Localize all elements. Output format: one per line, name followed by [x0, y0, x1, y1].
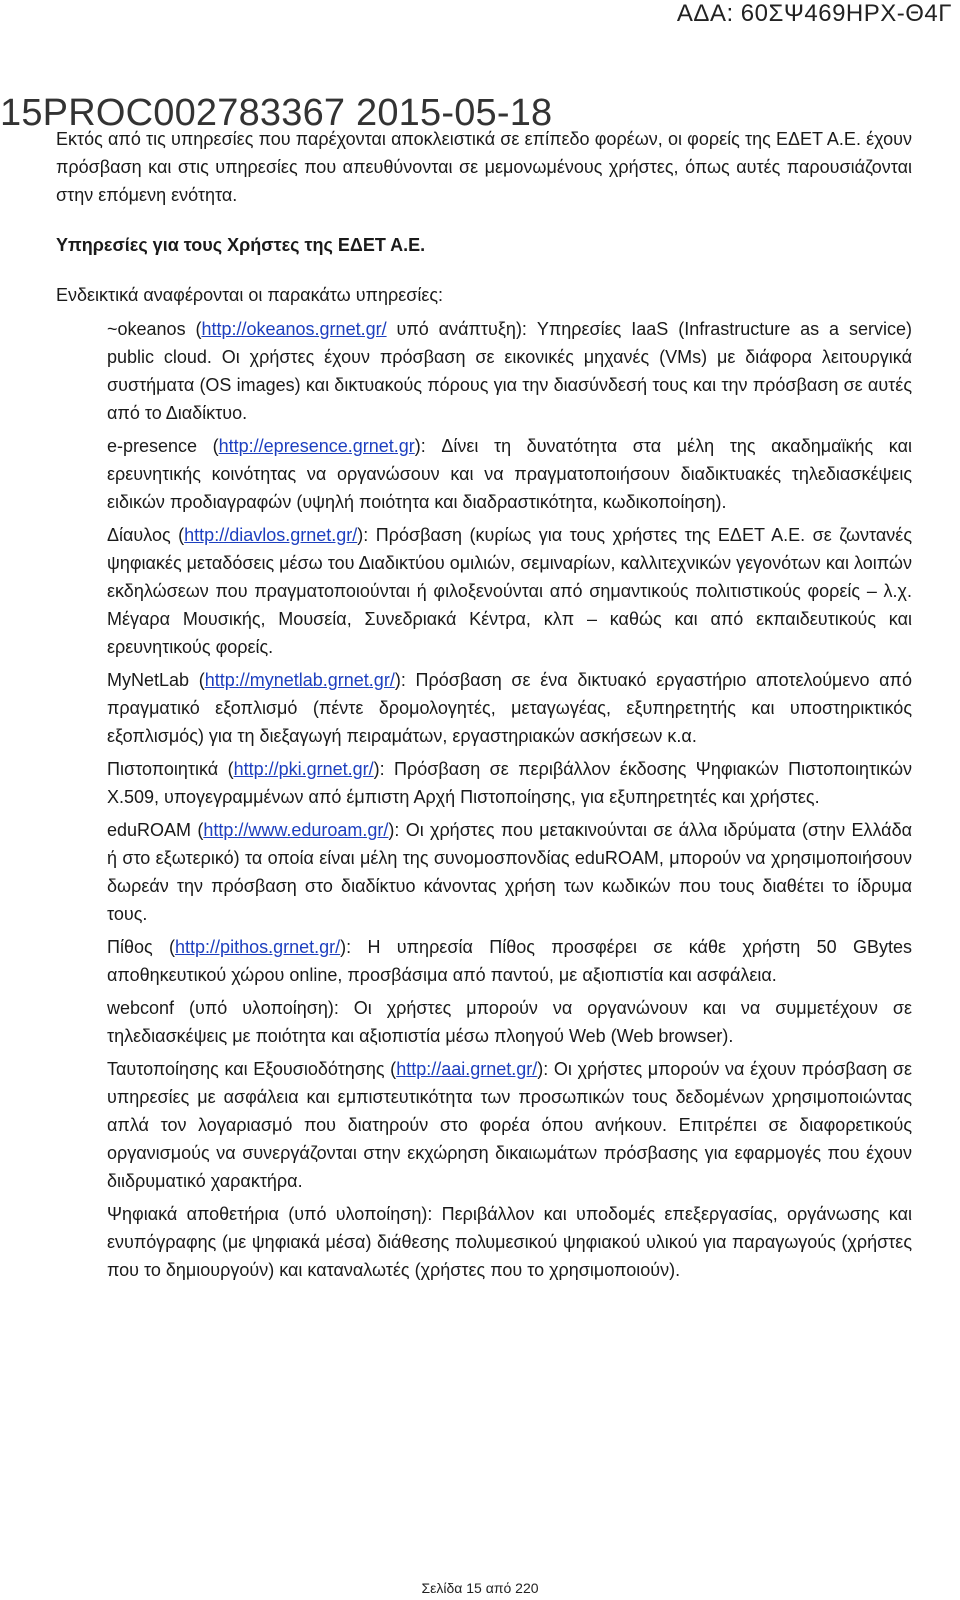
service-item: webconf (υπό υλοποίηση): Οι χρήστες μπορούν να οργανώνουν και να συμμετέχουν σε τηλεδιασκέψεις με ποιότητα και αξιοπιστία μέσω πλοηγού Web (Web browser). — [107, 998, 912, 1046]
service-link[interactable]: http://pki.grnet.gr/ — [233, 759, 374, 779]
service-item: Ψηφιακά αποθετήρια (υπό υλοποίηση): Περιβάλλον και υποδομές επεξεργασίας, οργάνωσης και ενυπόγραφης (με ψηφιακά μέσα) διάθεσης πολυμεσικού ψηφιακού υλικού για παραγωγούς (χρήστες που το δημιουργούν) και καταναλωτές (χρήστες που το χρησιμοποιούν). — [107, 1204, 912, 1280]
service-item: Δίαυλος (http://diavlos.grnet.gr/): Πρόσβαση (κυρίως για τους χρήστες της ΕΔΕΤ Α.Ε. σε ζωντανές ψηφιακές μεταδόσεις μέσω του Διαδικτύου ομιλιών, σεμιναρίων, καλλιτεχνικών γεγονότων και λοιπών εκδηλώσεων που πραγματοποιούνται ή φιλοξενούνται από σημαντικούς πολιτιστικούς φορείς – λ.χ. Μέγαρα Μουσικής, Μουσεία, Συνεδριακά Κέντρα, κλπ – καθώς και από εκπαιδευτικούς και ερευνητικούς φορείς. — [107, 525, 912, 657]
service-item: eduROAM (http://www.eduroam.gr/): Οι χρήστες που μετακινούνται σε άλλα ιδρύματα (στην Ελλάδα ή στο εξωτερικό) τα οποία είναι μέλη της συνομοσπονδίας eduROAM, μπορούν να χρησιμοποιήσουν δωρεάν την πρόσβαση στο διαδίκτυο κάνοντας χρήση των κωδικών που τους διαθέτει το ίδρυμα τους. — [107, 820, 913, 924]
service-link[interactable]: http://pithos.grnet.gr/ — [175, 937, 341, 957]
service-item: Ταυτοποίησης και Εξουσιοδότησης (http://aai.grnet.gr/): Οι χρήστες μπορούν να έχουν πρόσβαση σε υπηρεσίες με ασφάλεια και εμπιστευτικότητα των προσωπικών τους δεδομένων χρησιμοποιώντας απλά τον λογαριασμό που διατηρούν στο φορέα όπου ανήκουν. Επιτρέπει σε διαφορετικούς οργανισμούς να συνεργάζονται στην εκχώρηση δικαιωμάτων πρόσβασης για εφαρμογές που έχουν διιδρυματικό χαρακτήρα. — [107, 1059, 912, 1191]
service-item: e-presence (http://epresence.grnet.gr): Δίνει τη δυνατότητα στα μέλη της ακαδημαϊκής και ερευνητικής κοινότητας να οργανώσουν και να πραγματοποιήσουν διαδικτυακές τηλεδιασκέψεις ειδικών προδιαγραφών (υψηλή ποιότητα και διαδραστικότητα, κωδικοποίηση). — [107, 436, 912, 512]
service-link[interactable]: http://diavlos.grnet.gr/ — [184, 525, 358, 545]
lead-paragraph: Ενδεικτικά αναφέρονται οι παρακάτω υπηρεσίες: — [56, 285, 444, 305]
service-item: Πίθος (http://pithos.grnet.gr/): Η υπηρεσία Πίθος προσφέρει σε κάθε χρήστη 50 GBytes αποθηκευτικού χώρου online, προσβάσιμα από παντού, με αξιοπιστία και ασφάλεια. — [107, 937, 912, 985]
service-link[interactable]: http://okeanos.grnet.gr/ — [201, 319, 387, 339]
service-item: Πιστοποιητικά (http://pki.grnet.gr/): Πρόσβαση σε περιβάλλον έκδοσης Ψηφιακών Πιστοποιητικών X.509, υπογεγραμμένων από έμπιστη Αρχή Πιστοποίησης, για εξυπηρετητές και χρήστες. — [107, 759, 912, 807]
document-body — [56, 125, 912, 1289]
intro-paragraph: Εκτός από τις υπηρεσίες που παρέχονται αποκλειστικά σε επίπεδο φορέων, οι φορείς της ΕΔΕΤ Α.Ε. έχουν πρόσβαση και στις υπηρεσίες που απευθύνονται σε μεμονωμένους χρήστες, όπως αυτές παρουσιάζονται στην επόμενη ενότητα. — [56, 129, 912, 205]
service-link[interactable]: http://epresence.grnet.gr — [218, 436, 415, 456]
service-item: ~okeanos (http://okeanos.grnet.gr/ υπό ανάπτυξη): Υπηρεσίες IaaS (Infrastructure as a service) public cloud. Οι χρήστες έχουν πρόσβαση σε εικονικές μηχανές (VMs) με διάφορα λειτουργικά συστήματα (OS images) και δικτυακούς πόρους για την διασύνδεσή τους και την πρόσβαση σε αυτές από το Διαδίκτυο. — [107, 319, 912, 423]
protocol-id-stamp: 15PROC002783367 2015-05-18 — [0, 92, 553, 134]
service-link[interactable]: http://mynetlab.grnet.gr/ — [204, 670, 395, 690]
section-title: Υπηρεσίες για τους Χρήστες της ΕΔΕΤ Α.Ε. — [56, 235, 426, 255]
service-link[interactable]: http://aai.grnet.gr/ — [396, 1059, 538, 1079]
service-link[interactable]: http://www.eduroam.gr/ — [203, 820, 389, 840]
page-number: Σελίδα 15 από 220 — [421, 1580, 539, 1596]
ada-stamp: ΑΔΑ: 60ΣΨ469ΗΡΧ-Θ4Γ — [676, 0, 952, 27]
service-item: MyNetLab (http://mynetlab.grnet.gr/): Πρόσβαση σε ένα δικτυακό εργαστήριο αποτελούμενο από πραγματικό εξοπλισμό (πέντε δρομολογητές, μεταγωγέας, εξυπηρετητής και υποστηρικτικός εξοπλισμός) για τη διεξαγωγή πειραμάτων, εργαστηριακών ασκήσεων κ.α. — [107, 670, 912, 746]
